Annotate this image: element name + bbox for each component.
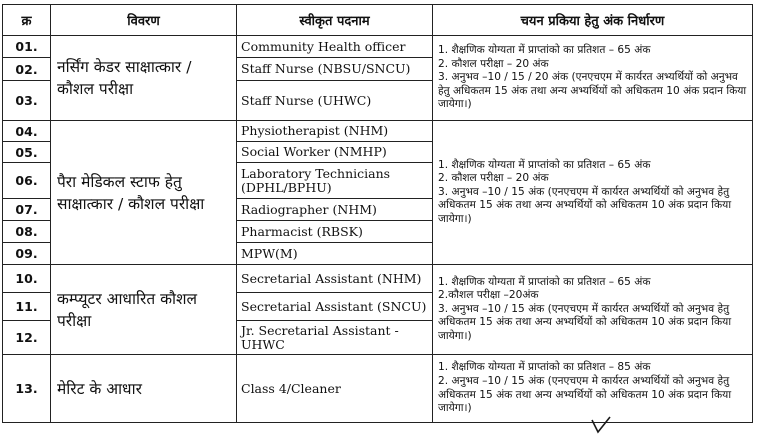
post-name: Pharmacist (RBSK) xyxy=(237,221,433,243)
group-label: पैरा मेडिकल स्टाफ हेतु साक्षात्कार / कौशल परीक्षा xyxy=(51,121,237,265)
serial-number: 09. xyxy=(3,243,51,265)
criteria-line: 1. शैक्षणिक योग्यता में प्राप्तांको का प्रतिशत – 85 अंक xyxy=(438,361,651,374)
selection-criteria-table xyxy=(2,4,753,423)
table-row xyxy=(3,355,753,423)
criteria-line: 2. कौशल परीक्षा – 20 अंक xyxy=(438,172,549,185)
serial-number: 06. xyxy=(3,163,51,199)
criteria-line: 2. कौशल परीक्षा – 20 अंक xyxy=(438,57,549,70)
criteria-line: 3. अनुभव –10 / 15 अंक (एनएचएम में कार्यरत अभ्यर्थियों को अनुभव हेतु अधिकतम 15 अंक तथा अन्य अभ्यर्थियों को अधिकतम 10 अंक प्रदान किया जायेगा।) xyxy=(438,302,732,342)
header-description: विवरण xyxy=(51,5,237,36)
criteria-cell xyxy=(433,355,753,423)
serial-number: 10. xyxy=(3,265,51,293)
criteria-cell xyxy=(433,36,753,121)
criteria-cell xyxy=(433,265,753,355)
criteria-line: 3. अनुभव –10 / 15 / 20 अंक (एनएचएम में कार्यरत अभ्यर्थियों को अनुभव हेतु अधिकतम 15 अंक तथा अन्य अभ्यर्थियों को अधिकतम 10 अंक प्रदान किया जायेगा।) xyxy=(438,71,747,111)
header-post: स्वीकृत पदनाम xyxy=(237,5,433,36)
serial-number: 01. xyxy=(3,36,51,58)
serial-number: 03. xyxy=(3,81,51,121)
table-row xyxy=(3,265,753,293)
criteria-line: 1. शैक्षणिक योग्यता में प्राप्तांको का प्रतिशत – 65 अंक xyxy=(438,158,651,171)
serial-number: 07. xyxy=(3,199,51,221)
criteria-line: 2. अनुभव –10 / 15 अंक (एनएचएम मे कार्यरत अभ्यर्थियों को अनुभव हेतु अधिकतम 15 अंक तथा अन्य अभ्यर्थियों को अधिकतम 10 अंक प्रदान किया जायेगा।) xyxy=(438,374,732,415)
criteria-line: 1. शैक्षणिक योग्यता में प्राप्तांको का प्रतिशत – 65 अंक xyxy=(438,275,651,288)
post-name: Class 4/Cleaner xyxy=(237,355,433,423)
post-name: Staff Nurse (UHWC) xyxy=(237,81,433,121)
serial-number: 08. xyxy=(3,221,51,243)
criteria-line: 1. शैक्षणिक योग्यता में प्राप्तांको का प्रतिशत – 65 अंक xyxy=(438,44,651,57)
criteria-line: 2.कौशल परीक्षा –20अंक xyxy=(438,289,539,302)
post-name: Laboratory Technicians (DPHL/BPHU) xyxy=(237,163,433,199)
group-label: मेरिट के आधार xyxy=(51,355,237,423)
post-name: Secretarial Assistant (SNCU) xyxy=(237,293,433,321)
post-name: MPW(M) xyxy=(237,243,433,265)
pen-tick-mark xyxy=(590,416,612,434)
serial-number: 12. xyxy=(3,321,51,355)
post-name: Staff Nurse (NBSU/SNCU) xyxy=(237,58,433,81)
serial-number: 11. xyxy=(3,293,51,321)
post-name: Community Health officer xyxy=(237,36,433,58)
post-name: Jr. Secretarial Assistant - UHWC xyxy=(237,321,433,355)
header-row xyxy=(3,5,753,36)
header-criteria: चयन प्रकिया हेतु अंक निर्धारण xyxy=(433,5,753,36)
group-label: कम्प्यूटर आधारित कौशल परीक्षा xyxy=(51,265,237,355)
table-row xyxy=(3,121,753,142)
serial-number: 02. xyxy=(3,58,51,81)
criteria-line: 3. अनुभव –10 / 15 अंक (एनएचएम में कार्यरत अभ्यर्थियों को अनुभव हेतु अधिकतम 15 अंक तथा अन्य अभ्यर्थियों को अधिकतम 10 अंक प्रदान किया जायेगा।) xyxy=(438,185,732,225)
header-sn: क्र xyxy=(3,5,51,36)
serial-number: 05. xyxy=(3,142,51,163)
serial-number: 13. xyxy=(3,355,51,423)
post-name: Physiotherapist (NHM) xyxy=(237,121,433,142)
criteria-cell xyxy=(433,121,753,265)
post-name: Radiographer (NHM) xyxy=(237,199,433,221)
table-row xyxy=(3,36,753,58)
group-label: नर्सिंग केडर साक्षात्कार / कौशल परीक्षा xyxy=(51,36,237,121)
post-name: Secretarial Assistant (NHM) xyxy=(237,265,433,293)
serial-number: 04. xyxy=(3,121,51,142)
post-name: Social Worker (NMHP) xyxy=(237,142,433,163)
